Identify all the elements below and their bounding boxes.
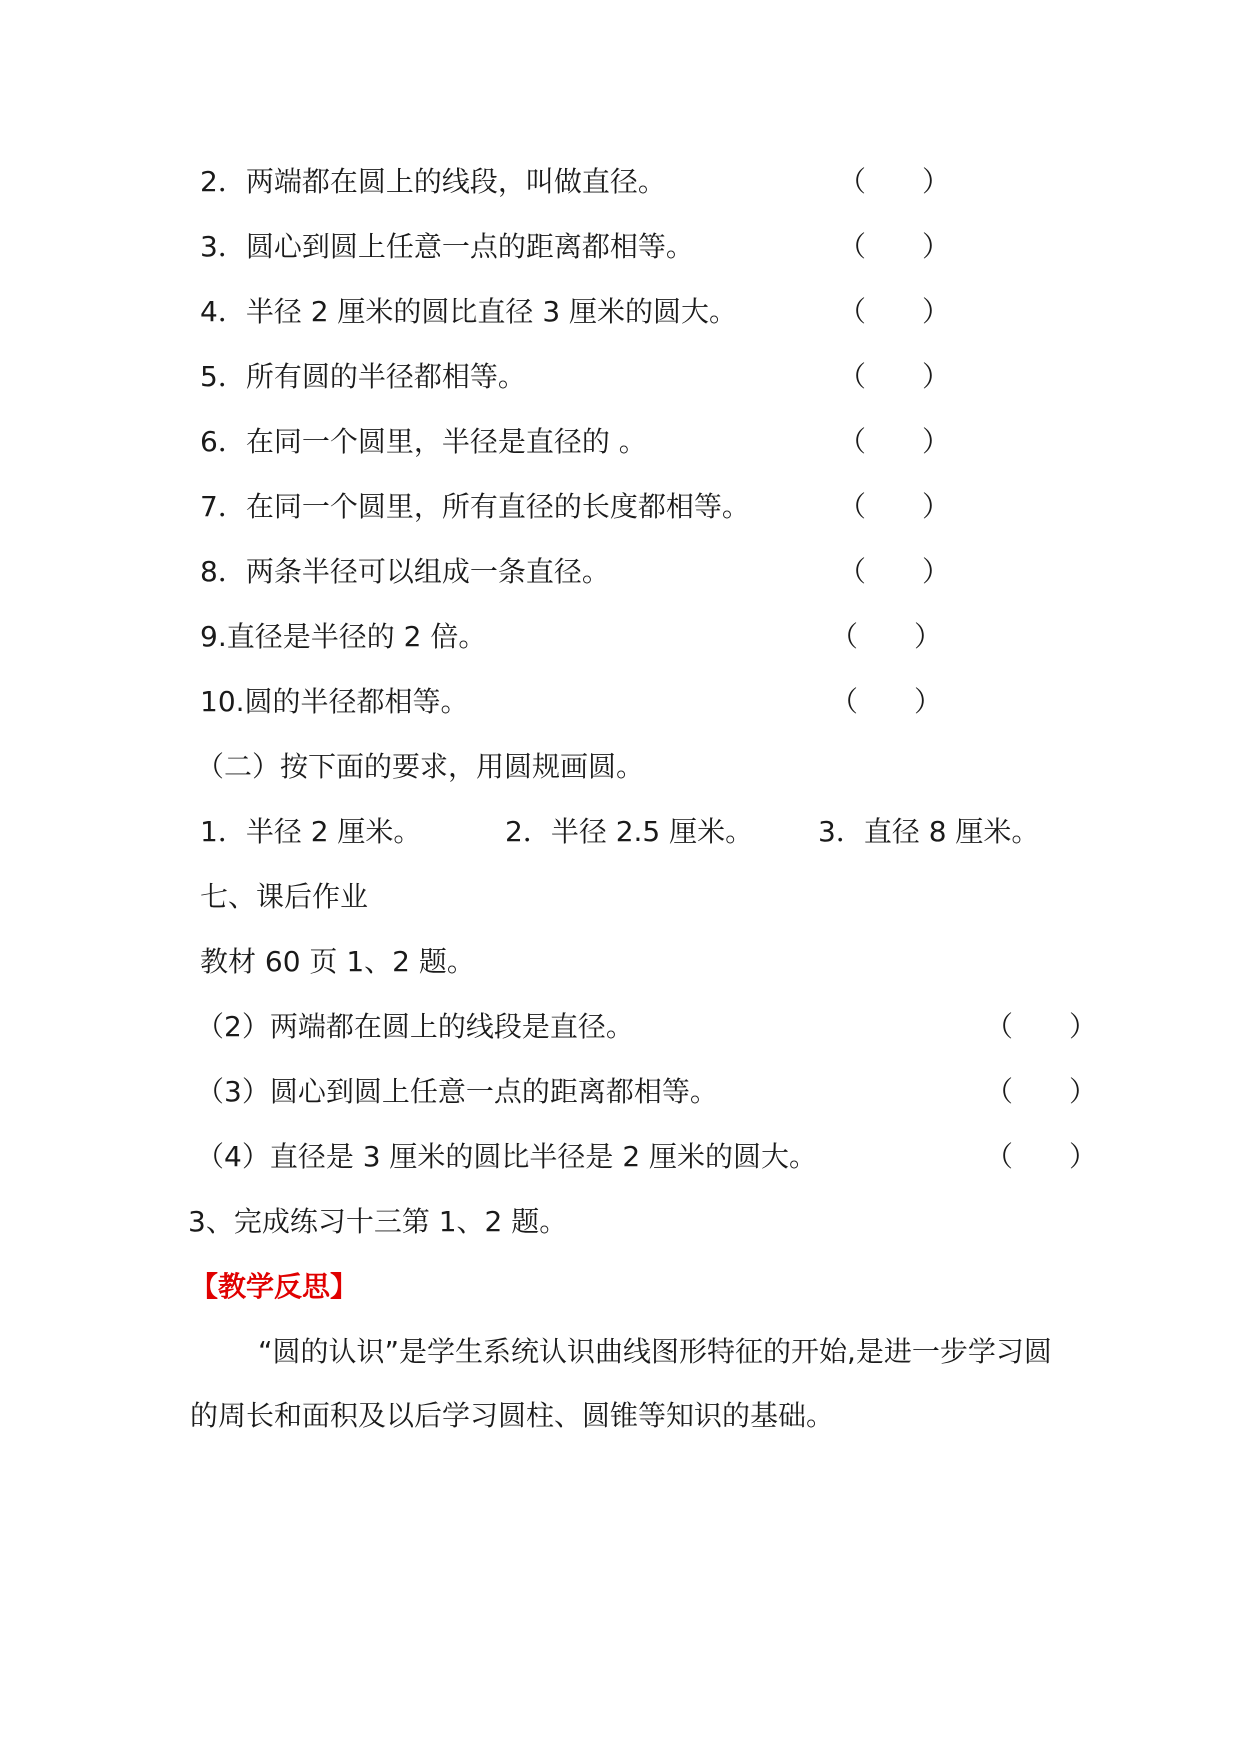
answer-bracket-4: （ ） [838,295,951,328]
judge-item-5: 5．所有圆的半径都相等。 [200,360,526,393]
homework-item-4: （4）直径是 3 厘米的圆比半径是 2 厘米的圆大。 [196,1140,818,1173]
homework-item-2: （2）两端都在圆上的线段是直径。 [196,1010,634,1043]
homework-extra: 3、完成练习十三第 1、2 题。 [188,1205,568,1238]
judge-item-10: 10.圆的半径都相等。 [200,685,469,718]
draw-item-1: 1．半径 2 厘米。 [200,815,422,848]
answer-bracket-6: （ ） [838,425,951,458]
homework-heading: 七、课后作业 [200,880,369,913]
draw-item-2: 2．半径 2.5 厘米。 [505,815,754,848]
homework-bracket-3: （ ） [985,1075,1098,1108]
answer-bracket-3: （ ） [838,230,951,263]
judge-item-9: 9.直径是半径的 2 倍。 [200,620,487,653]
homework-line: 教材 60 页 1、2 题。 [200,945,475,978]
answer-bracket-8: （ ） [838,555,951,588]
answer-bracket-5: （ ） [838,360,951,393]
homework-item-3: （3）圆心到圆上任意一点的距离都相等。 [196,1075,718,1108]
reflection-heading: 【教学反思】 [190,1270,359,1303]
judge-item-6: 6．在同一个圆里，半径是直径的 。 [200,425,647,458]
answer-bracket-7: （ ） [838,490,951,523]
reflection-text: “圆的认识”是学生系统认识曲线图形特征的开始,是进一步学习圆的周长和面积及以后学习圆柱、圆锥等知识的基础。 [190,1335,1052,1432]
section-draw-heading: （二）按下面的要求，用圆规画圆。 [196,750,645,783]
homework-bracket-2: （ ） [985,1010,1098,1043]
judge-item-4: 4．半径 2 厘米的圆比直径 3 厘米的圆大。 [200,295,738,328]
reflection-paragraph [190,1320,1070,1448]
answer-bracket-10: （ ） [830,685,943,718]
judge-item-3: 3．圆心到圆上任意一点的距离都相等。 [200,230,694,263]
answer-bracket-2: （ ） [838,165,951,198]
judge-item-2: 2．两端都在圆上的线段，叫做直径。 [200,165,666,198]
judge-item-7: 7．在同一个圆里，所有直径的长度都相等。 [200,490,750,523]
draw-item-3: 3．直径 8 厘米。 [818,815,1040,848]
answer-bracket-9: （ ） [830,620,943,653]
homework-bracket-4: （ ） [985,1140,1098,1173]
judge-item-8: 8．两条半径可以组成一条直径。 [200,555,610,588]
